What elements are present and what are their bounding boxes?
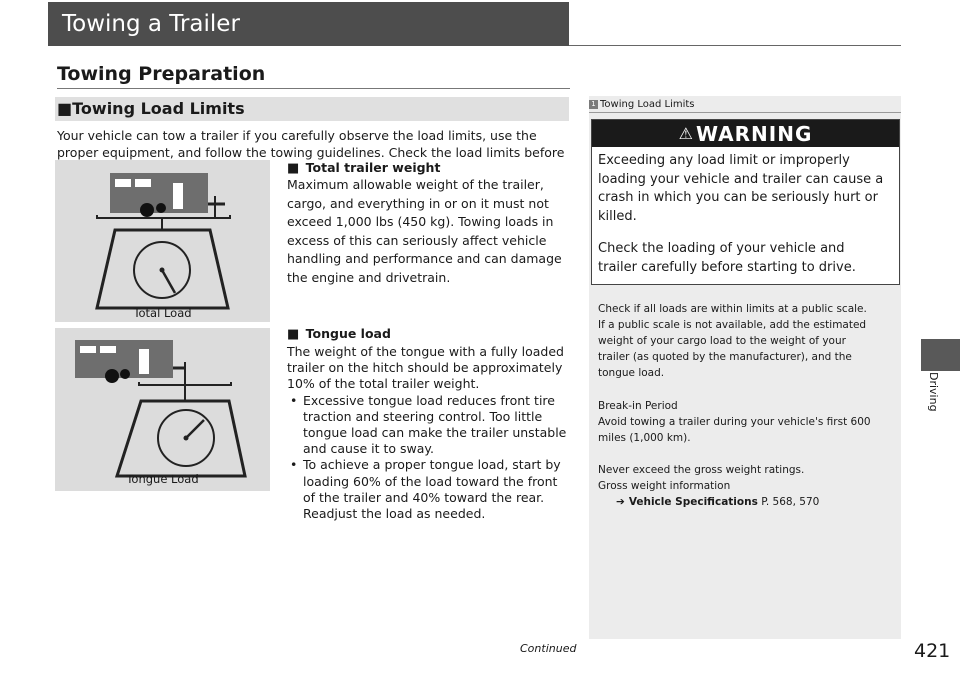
heading-text: Total trailer weight xyxy=(305,160,441,175)
sidebar-title-text: Towing Load Limits xyxy=(600,99,695,110)
trailer-wheel xyxy=(105,369,119,383)
scale-needle xyxy=(162,270,175,293)
text-line: The weight of the tongue with a fully loaded xyxy=(287,344,564,359)
text-line: trailer on the hitch should be approximately xyxy=(287,360,563,376)
text-line: Avoid towing a trailer during your vehicle's first 600 xyxy=(598,416,871,429)
scale-pivot xyxy=(160,268,165,273)
total-trailer-weight-text xyxy=(287,176,577,288)
cross-reference-arrow-icon: ➔ xyxy=(616,496,625,509)
trailer-window xyxy=(135,179,151,187)
trailer-window xyxy=(80,346,96,353)
trailer-wheel xyxy=(120,369,130,379)
text-line: tongue load. xyxy=(598,367,665,380)
text-line: Maximum allowable weight of the trailer, xyxy=(287,177,544,192)
text-line: trailer (as quoted by the manufacturer), and the xyxy=(598,351,852,364)
chapter-label-text: Driving xyxy=(927,372,940,412)
tongue-load-figure xyxy=(55,328,270,491)
total-load-figure xyxy=(55,160,270,322)
sidebar-note-scale xyxy=(598,301,898,381)
total-load-caption: Total Load xyxy=(133,306,192,320)
chapter-label xyxy=(920,372,948,432)
trailer-door xyxy=(139,349,149,374)
text-line: To achieve a proper tongue load, start by xyxy=(303,457,561,473)
warning-text-2 xyxy=(598,240,895,277)
page-number: 421 xyxy=(914,640,951,662)
list-item xyxy=(287,393,577,458)
bullet-dot: • xyxy=(290,392,298,408)
text-line: crash in which you can be seriously hurt or xyxy=(598,190,878,206)
sidebar-note-break-in xyxy=(598,398,898,446)
section-title: Towing Preparation xyxy=(57,63,266,85)
trailer-window xyxy=(115,179,131,187)
text-line: the engine and drivetrain. xyxy=(287,269,451,285)
trailer-door xyxy=(173,183,183,209)
text-line: Gross weight information xyxy=(598,480,731,493)
text-line: tongue load can make the trailer unstable xyxy=(303,425,567,441)
text-line: loading your vehicle and trailer can cause a xyxy=(598,171,884,187)
list-item xyxy=(287,457,577,522)
heading-marker: ■ xyxy=(287,161,300,176)
text-line: cargo, and everything in or on it must not xyxy=(287,195,549,211)
intro-paragraph: Your vehicle can tow a trailer if you carefully observe the load limits, use the proper equipment, and follow the towing guidelines. Check the load limits before xyxy=(57,128,565,160)
text-line: Readjust the load as needed. xyxy=(303,506,486,522)
text-line: Never exceed the gross weight ratings. xyxy=(598,464,805,476)
scale-platform xyxy=(97,215,230,218)
page-title: Towing a Trailer xyxy=(62,11,240,37)
heading-text: Tongue load xyxy=(305,326,391,341)
text-line: Break-in Period xyxy=(598,400,678,412)
chapter-tab xyxy=(921,339,960,371)
tongue-load-heading xyxy=(287,325,391,343)
vehicle-specifications-link[interactable] xyxy=(598,494,898,510)
text-line: handling and performance and can damage xyxy=(287,251,562,267)
text-line: excess of this can seriously affect vehicle xyxy=(287,232,547,248)
continued-label: Continued xyxy=(520,642,577,655)
trailer-wheel xyxy=(140,203,154,217)
subsection-title xyxy=(57,97,245,121)
text-line: killed. xyxy=(598,208,637,224)
tongue-load-caption: Tongue Load xyxy=(126,472,199,486)
header-rule xyxy=(569,45,901,46)
trailer-window xyxy=(100,346,116,353)
subsection-title-text: Towing Load Limits xyxy=(72,99,245,118)
text-line: Exceeding any load limit or improperly xyxy=(598,153,850,168)
text-line: 10% of the total trailer weight. xyxy=(287,376,480,392)
heading-marker: ■ xyxy=(287,327,300,342)
sidebar-note-gross-weight xyxy=(598,462,898,510)
tongue-load-text xyxy=(287,344,577,522)
warning-label: WARNING xyxy=(695,122,813,146)
sidebar-rule xyxy=(589,112,901,113)
warning-header xyxy=(592,120,899,147)
scale-pivot xyxy=(184,436,189,441)
text-line: Excessive tongue load reduces front tire xyxy=(303,392,555,408)
text-line: exceed 1,000 lbs (450 kg). Towing loads in xyxy=(287,214,554,230)
trailer-wheel xyxy=(156,203,166,213)
total-trailer-weight-heading xyxy=(287,159,440,177)
warning-text-1 xyxy=(598,152,895,226)
text-line: Check the loading of your vehicle and xyxy=(598,241,845,256)
xref-label: Vehicle Specifications xyxy=(628,496,758,509)
text-line: of the trailer and 40% toward the rear. xyxy=(303,489,545,505)
text-line: If a public scale is not available, add the estimated xyxy=(598,319,867,332)
text-line: Check if all loads are within limits at a public scale. xyxy=(598,303,867,315)
total-load-illustration xyxy=(55,160,270,322)
note-mark-icon: 1 xyxy=(589,100,598,109)
text-line: loading 60% of the load toward the front xyxy=(303,473,558,489)
text-line: miles (1,000 km). xyxy=(598,432,691,445)
text-line: and cause it to sway. xyxy=(303,441,434,457)
section-rule xyxy=(57,88,570,89)
bullet-dot: • xyxy=(290,457,298,473)
warning-icon: ⚠ xyxy=(678,124,694,143)
sidebar-title xyxy=(589,98,695,111)
text-line: trailer carefully before starting to drive. xyxy=(598,259,856,275)
scale-needle xyxy=(186,420,204,438)
text-line: traction and steering control. Too little xyxy=(303,408,543,424)
text-line: weight of your cargo load to the weight of your xyxy=(598,335,846,348)
xref-pages: P. 568, 570 xyxy=(761,496,820,509)
subsection-marker: ■ xyxy=(57,99,73,118)
tongue-load-illustration xyxy=(55,328,270,491)
